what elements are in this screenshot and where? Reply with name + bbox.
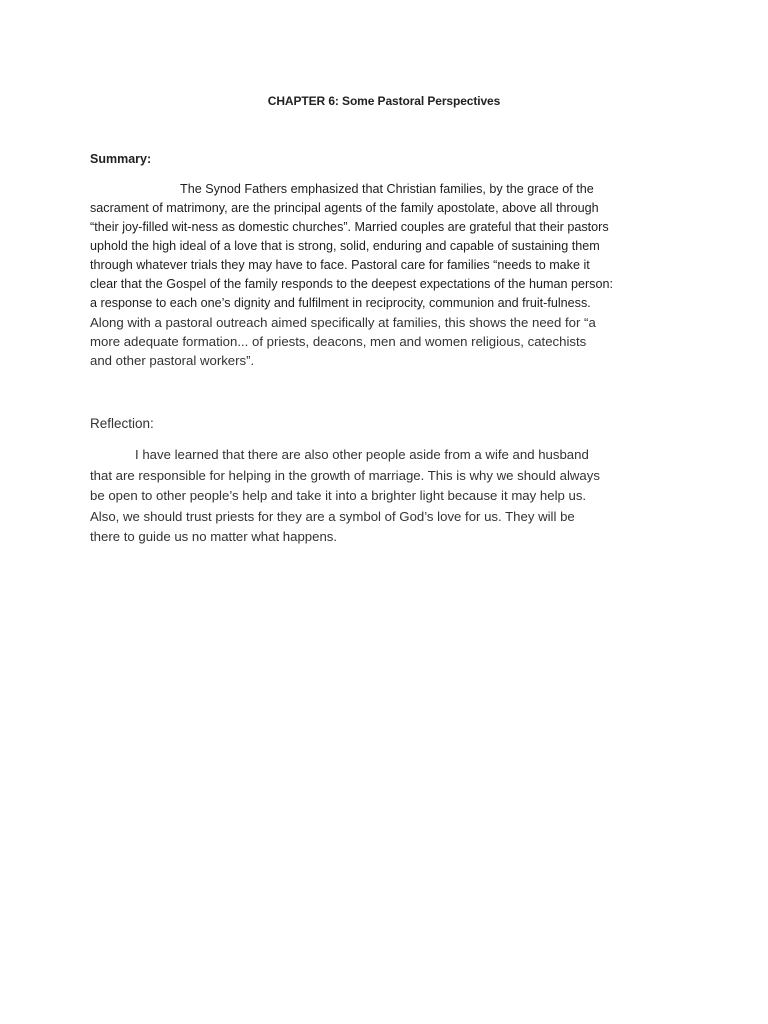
reflection-line: that are responsible for helping in the growth of marriage. This is why we should always	[90, 467, 600, 483]
summary-line: “their joy-filled wit-ness as domestic churches”. Married couples are grateful that their pastors	[90, 220, 609, 234]
reflection-line: I have learned that there are also other people aside from a wife and husband	[135, 447, 589, 462]
summary-heading: Summary:	[90, 152, 152, 166]
summary-line: and other pastoral workers”.	[90, 353, 255, 368]
reflection-paragraph	[90, 445, 680, 548]
summary-line: more adequate formation... of priests, deacons, men and women religious, catechists	[90, 334, 587, 349]
summary-line: Along with a pastoral outreach aimed specifically at families, this shows the need for “a	[90, 315, 596, 330]
page-title: CHAPTER 6: Some Pastoral Perspectives	[267, 94, 501, 108]
summary-line: uphold the high ideal of a love that is strong, solid, enduring and capable of sustaining them	[90, 239, 600, 253]
summary-paragraph	[90, 180, 680, 370]
reflection-line: be open to other people’s help and take it into a brighter light because it may help us.	[90, 488, 587, 503]
reflection-line: Also, we should trust priests for they are a symbol of God’s love for us. They will be	[90, 508, 575, 524]
summary-line: sacrament of matrimony, are the principal agents of the family apostolate, above all through	[90, 201, 599, 215]
summary-line: through whatever trials they may have to face. Pastoral care for families “needs to make it	[90, 258, 590, 272]
summary-line: clear that the Gospel of the family responds to the deepest expectations of the human person:	[90, 277, 613, 291]
reflection-heading: Reflection:	[90, 416, 154, 431]
reflection-line: there to guide us no matter what happens.	[90, 529, 338, 544]
summary-line: The Synod Fathers emphasized that Christian families, by the grace of the	[180, 182, 594, 196]
summary-line: a response to each one’s dignity and fulfilment in reciprocity, communion and fruit-fulness.	[90, 296, 591, 310]
